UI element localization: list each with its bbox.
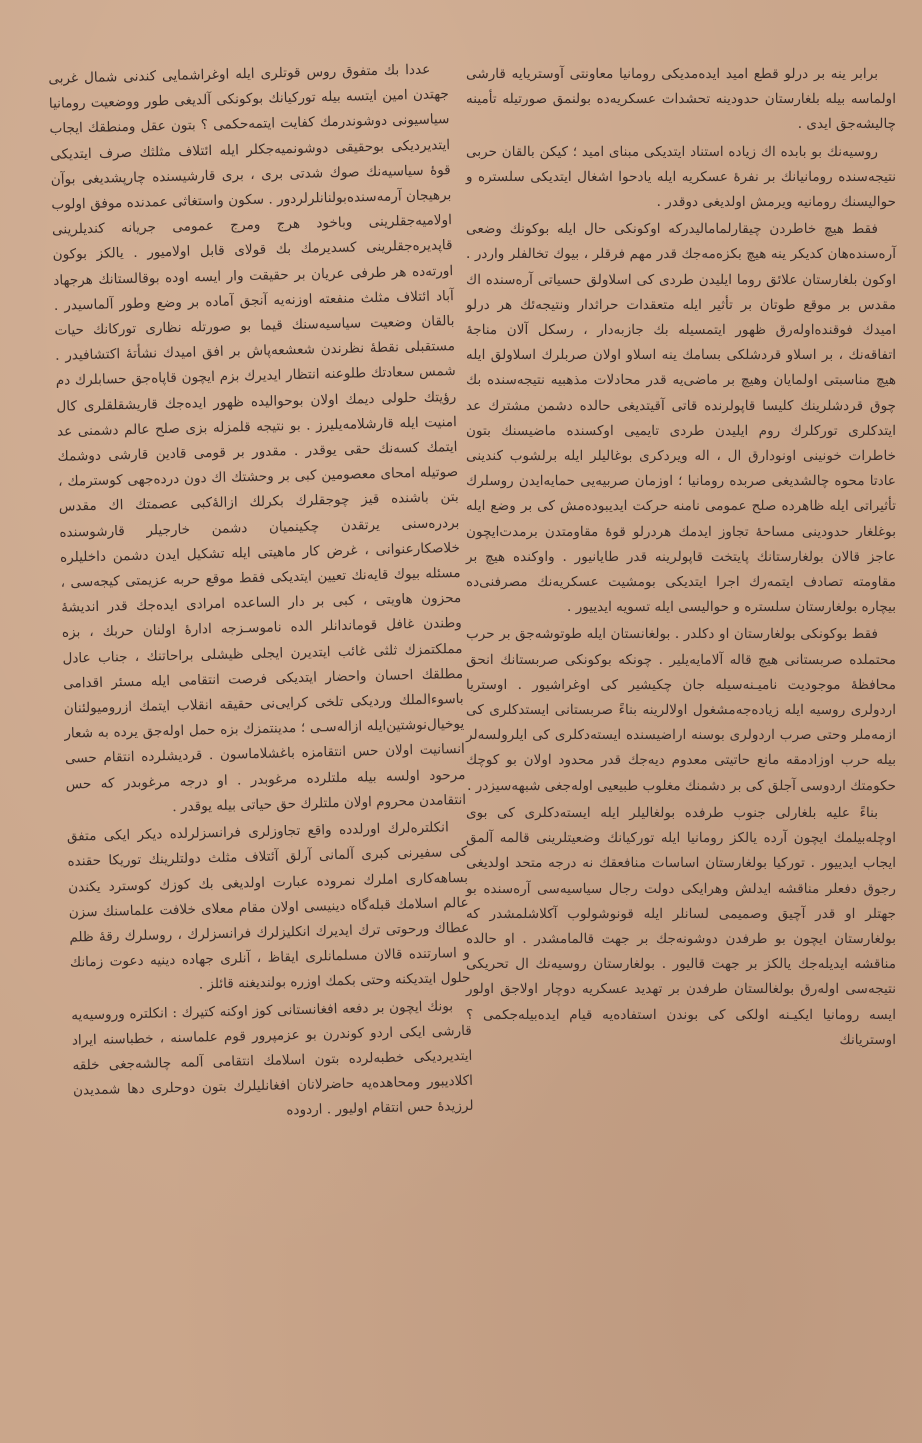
paragraph: فقط هیچ خاطردن چیقارلمامالیدرکه اوکونکی حال ایله بوکونك وضعی آره‌سنده‌هان کدیکر ینه هیچ بکزه‌مه‌جك قدر مهم فرقلر ، بیوك تخالفلر واردر . اوکون بلغارستان علائق روما ایلیدن طردی کی اسلاولق حسیاتی آره‌سنده اك مقدس بر موقع طوتان بر تأثیر ایله متعقدات حراثدار ونتیجه‌ئك هر درلو امیدك فوقنده‌اوله‌رق ظهور ایتمسیله بك جازبه‌دار ، رسکل آلان مناجهٔ اتفاقه‌نك ، بر اسلاو قردشلکی بسامك ینه اسلاو اولان صربلرك اسلاولق ایله هیچ مناسبتی اولمایان وهیچ بر ماضی‌یه قدر محادلات مذهبیه نتیجه‌سنده بك چوق قردشلرینك کلیسا قاپولرنده قاتی آقیتدیغی حالده دشمن مشترك عد ایتدکلری تورکلرك روم ایلیدن طردی تایمیی اوکسنده ماضیسنك بتون خاطرات خونینی اونودارق ال ، اله ویردکری بوغالیلر ایله برلشوب کندینی عادتا محوه چالشدیغی صربده رومانیا ؛ اوزمان صربیه‌یی حمایه‌ایدن روسلرك تأثیراتی ایله ظاهرده صلح عمومی نامنه حرکت ایدیبوده‌مش کی بر وضع ایله بوغلغار حدودینی مساحهٔ تجاوز ایدمك هردرلو قوهٔ مقاومتدن برمدت‌ایچون عاجز قالان بولغارستانك پایتخت قاپولرینه قدر طایانیور . واوکنده هیچ بر مقاومته تصادف ایتمه‌رك اجرا ایتدیکی بومشیت عسکریه‌نك مصرفنی‌ده بیچاره بولغارستان سلستره و حوالیسی ایله تسویه ایدییور .	[466, 221, 896, 616]
paragraph: بونك ایچون بر دفعه افغانستانی کوز اوکنه کتیرك : انکلتره وروسیه‌یه قارشی ایکی اردو کوندرن بو عزمپرور قوم علماسنه ، خطباسنه ایراد ایتدیردیکی خطبه‌لرده بتون اسلامك انتقامی آلمه چالشه‌جغی خلقه اکلادیبور ومحاهده‌یه حاضرلانان افغانلیلرك بتون دوحلری دها شمدیدن لرزیدهٔ حس انتقام اولیور . اردوده	[71, 997, 474, 1119]
paragraph: عددا بك متفوق روس قوتلری ایله اوغراشمایی کندنی شمال غربی جهتدن امین ایتسه بیله تورکیانك بوکونکی آلدیغی طور ووضعیت رومانیا سیاسیونی دوشوندرمك کفایت ایتمه‌حکمی ؟ بتون عقل ومنطقك ایجاب ایتدیردیکی بوحقیقی دوشونمیه‌جکلر ایله ائتلاف مثلثك صرف ایتدیکی قوهٔ سیاسیه‌نك صوك شدتی بری ، بری قارشیسنده چارپشدیغی بوآن برهیجان آرمه‌سنده‌بولنانلرلردور . سکون واستغاثی عمدنده موفق اولوب اولامیه‌جقلرینی وباخود هرج ومرج عمومی جریانه کندیلرینی قاپدیره‌جقلرینی کسدیرمك بك قولای قابل اولامیور . یالکز بوکون اورته‌ده هر طرفی عریان بر حقیقت وار ایسه اوده بوقالستانك هرجهاد آباد ائتلاف مثلث منفعته اوزنه‌یه آنجق آماده بر وضع وطور آلماسیدر . بالقان وضعیت سیاسیه‌سنك قیما بو صورتله نظاری تورکانك حیات مستقبلی نقطهٔ نظرندن شعشعه‌پاش بر افق امیدك نشأتهٔ اکتشافیدر . شمس سعادتك طلوعنه انتظار ایدیرك بزم ایچون قاپاه‌جق حسابلرك دم رؤیتك حلولی دیمك اولان بوحوالیده ظهور ایده‌جك قاریشقلقلری کال امنیت ایله قارشلامه‌یلیرز . بو نتیجه قلمزله بزی صلح عالم دشمنی عد ایتمك کسه‌نك حقی یوقدر . مقدور بر قومی قادین قارشی دوشمك صوتیله امحای معصومین کبی بر وحشتك اك دون درده‌جهی کوسترمك ، بتن باشنده قیز چوجقلرك بکرلك ازالهٔ‌کبی عصمتك اك مقدس بردره‌سنی یرتقدن چکینمیان دشمن خارجیلر قارشوسنده خلاصکارعنوانی ، غرض کار ماهیتی ایله تشکیل ایدن دشمن داخلیلره مسئله بیوك قایه‌نك تعیین ایتدیکی فقط موقع حربه عزیمتی کیجه‌سی ، محزون هاویتی ، کبی بر دار الساعده امرادی ایده‌جك قدر اندیشهٔ وطندن غافل قوماندانلر الده ناموسـزجه ادارهٔ اولنان حربك ، بزه مملکتمزك ثلثی غائب ایتدیرن ایجلی ظیشلی براحاتنك ، جناب عادل مطلقك احسان واحضار ایتدیکی فرصت انتقامی ایله مسئر اقدامی باسوءالملك وردیکی تلخی کرایی‌نی حقیقه انقلاب ایتمك ازرومیولئنان یوخیال‌نوشتین‌ایله ازاله‌سـی ؛ مدینتمزك بزه حمل اوله‌جق یرده به شعار انسانیت اولان حس انتقامزه باغشلاماسون . قردیشلرده انتقام حسی مرحود اولسه بیله ملتلرده مرغوبدر . او درجه مرغوبدر که حس انتقامدن محروم اولان ملتلرك حق حیاتی بیله یوقدر .	[48, 61, 467, 815]
paragraph: برابر ینه بر درلو قطع امید ایده‌مدیکی رومانیا معاونتی آوستریایه قارشی اولماسه بیله بلغارستان حدودینه تحشدات عسکریه‌ده بولنمق صورتیله تأمینه چالیشه‌جق ایدی .	[466, 66, 896, 133]
right-column	[466, 62, 896, 1055]
paragraph: بناءً علیه بلغارلی جنوب طرفده بولغالیلر ایله ایسته‌دکلری کی بوی اوچله‌بیلمك ایچون آرده یالکز رومانیا ایله تورکیانك وضعیتلرینی قالمه آلمق ایجاب ایدییور . تورکیا بولغارستان اساسات منافعقك نه درجه متحد اولدیغی رجوق دفعلر مناقشه ایدلش وهرایکی دولت رجال سیاسیه‌سی آره‌سنده بو جهتلر او قدر آچیق وصمیمی لسانلر ایله قونوشولوب آکلاشلمشدر که بولغارستان ایچون بو طرفدن دوشونه‌جك بر جهت قالمامشدر . او حالده مناقشه ایدیله‌جك یالکز بر جهت قالیور . بولغارستان روسیه‌نك ال تحریکی نتیجه‌سی اوله‌رق بولغالستان طرفدن بر تهدید عسکریه دوچار اولاجق اولور ایسه رومانیا ایکیـنه اولکی کی بوندن استفاده‌یه قیام ایده‌بیله‌جکمی ؟ اوستریانك	[466, 804, 896, 1048]
paragraph: انکلتره‌لرك اورلدده واقع تجاوزلری فرانسزلرلده دیکر ایکی متفق کی سفیرنی کبری آلمانی آرلق آئتلاف مثلث دولتلرینك توریکا حقنده بساهه‌کاری املرك نمروده عبارت اولدیغی بك کوزك کوسترد یکندن عالم اسلامك قبله‌گاه دینیسی اولان مقام معلای خلافت علماسنك سزن عطاك ورحوتی ترك ایدیرك انکلیزلرك فرانسزلرك ، روسلرك رقهٔ ظلم و اسارتنده قالان مسلمانلری ایقاظ ، آنلری جهاده دینیه دعوت زمانك حلول ایتدیکنه وحتی بکمك اوزره بولندیغنه قائلز .	[66, 819, 471, 993]
paragraph: فقط بوکونکی بولغارستان او دکلدر . بولغانستان ایله طوتوشه‌جق بر حرب محتملده صربستانی هیچ قاله آلامایه‌یلیر . چونکه بوکونکی صربستانك انحق محافظهٔ موجودیت نامیـنه‌سیله جان چکیشیر کی اوغراشیور . اوستریا اردولری روسیه ایله زیاده‌جه‌مشغول اولالرینه بناءً صربستانی ایستدکلری کی ازمه‌ملر وحتی صرب اردولری بوسنه اراضیسنده ایسته‌دکلری کی ایلرولسه‌لر بیله حرب اوزادمقه مانع حاتیتی معدوم دیه‌جك قدر محدود اولان بو کوچك حکومتك اردوسی آجلق کی بر دشمنك مغلوب طبیعیی اوله‌جغی شبهه‌سیزدر .	[466, 626, 896, 794]
paragraph: روسیه‌نك بو بابده اك زیاده استناد ایتدیکی مبنای امید ؛ کیکن بالقان حربی نتیجه‌سنده رومانیانك بر نفرهٔ عسکریه ایله یادحوا اشغال ایتدیکی سلستره و حوالیسنك رومانیه ویرمش اولدیغی دوقدر .	[466, 143, 896, 211]
left-column	[48, 57, 474, 1131]
